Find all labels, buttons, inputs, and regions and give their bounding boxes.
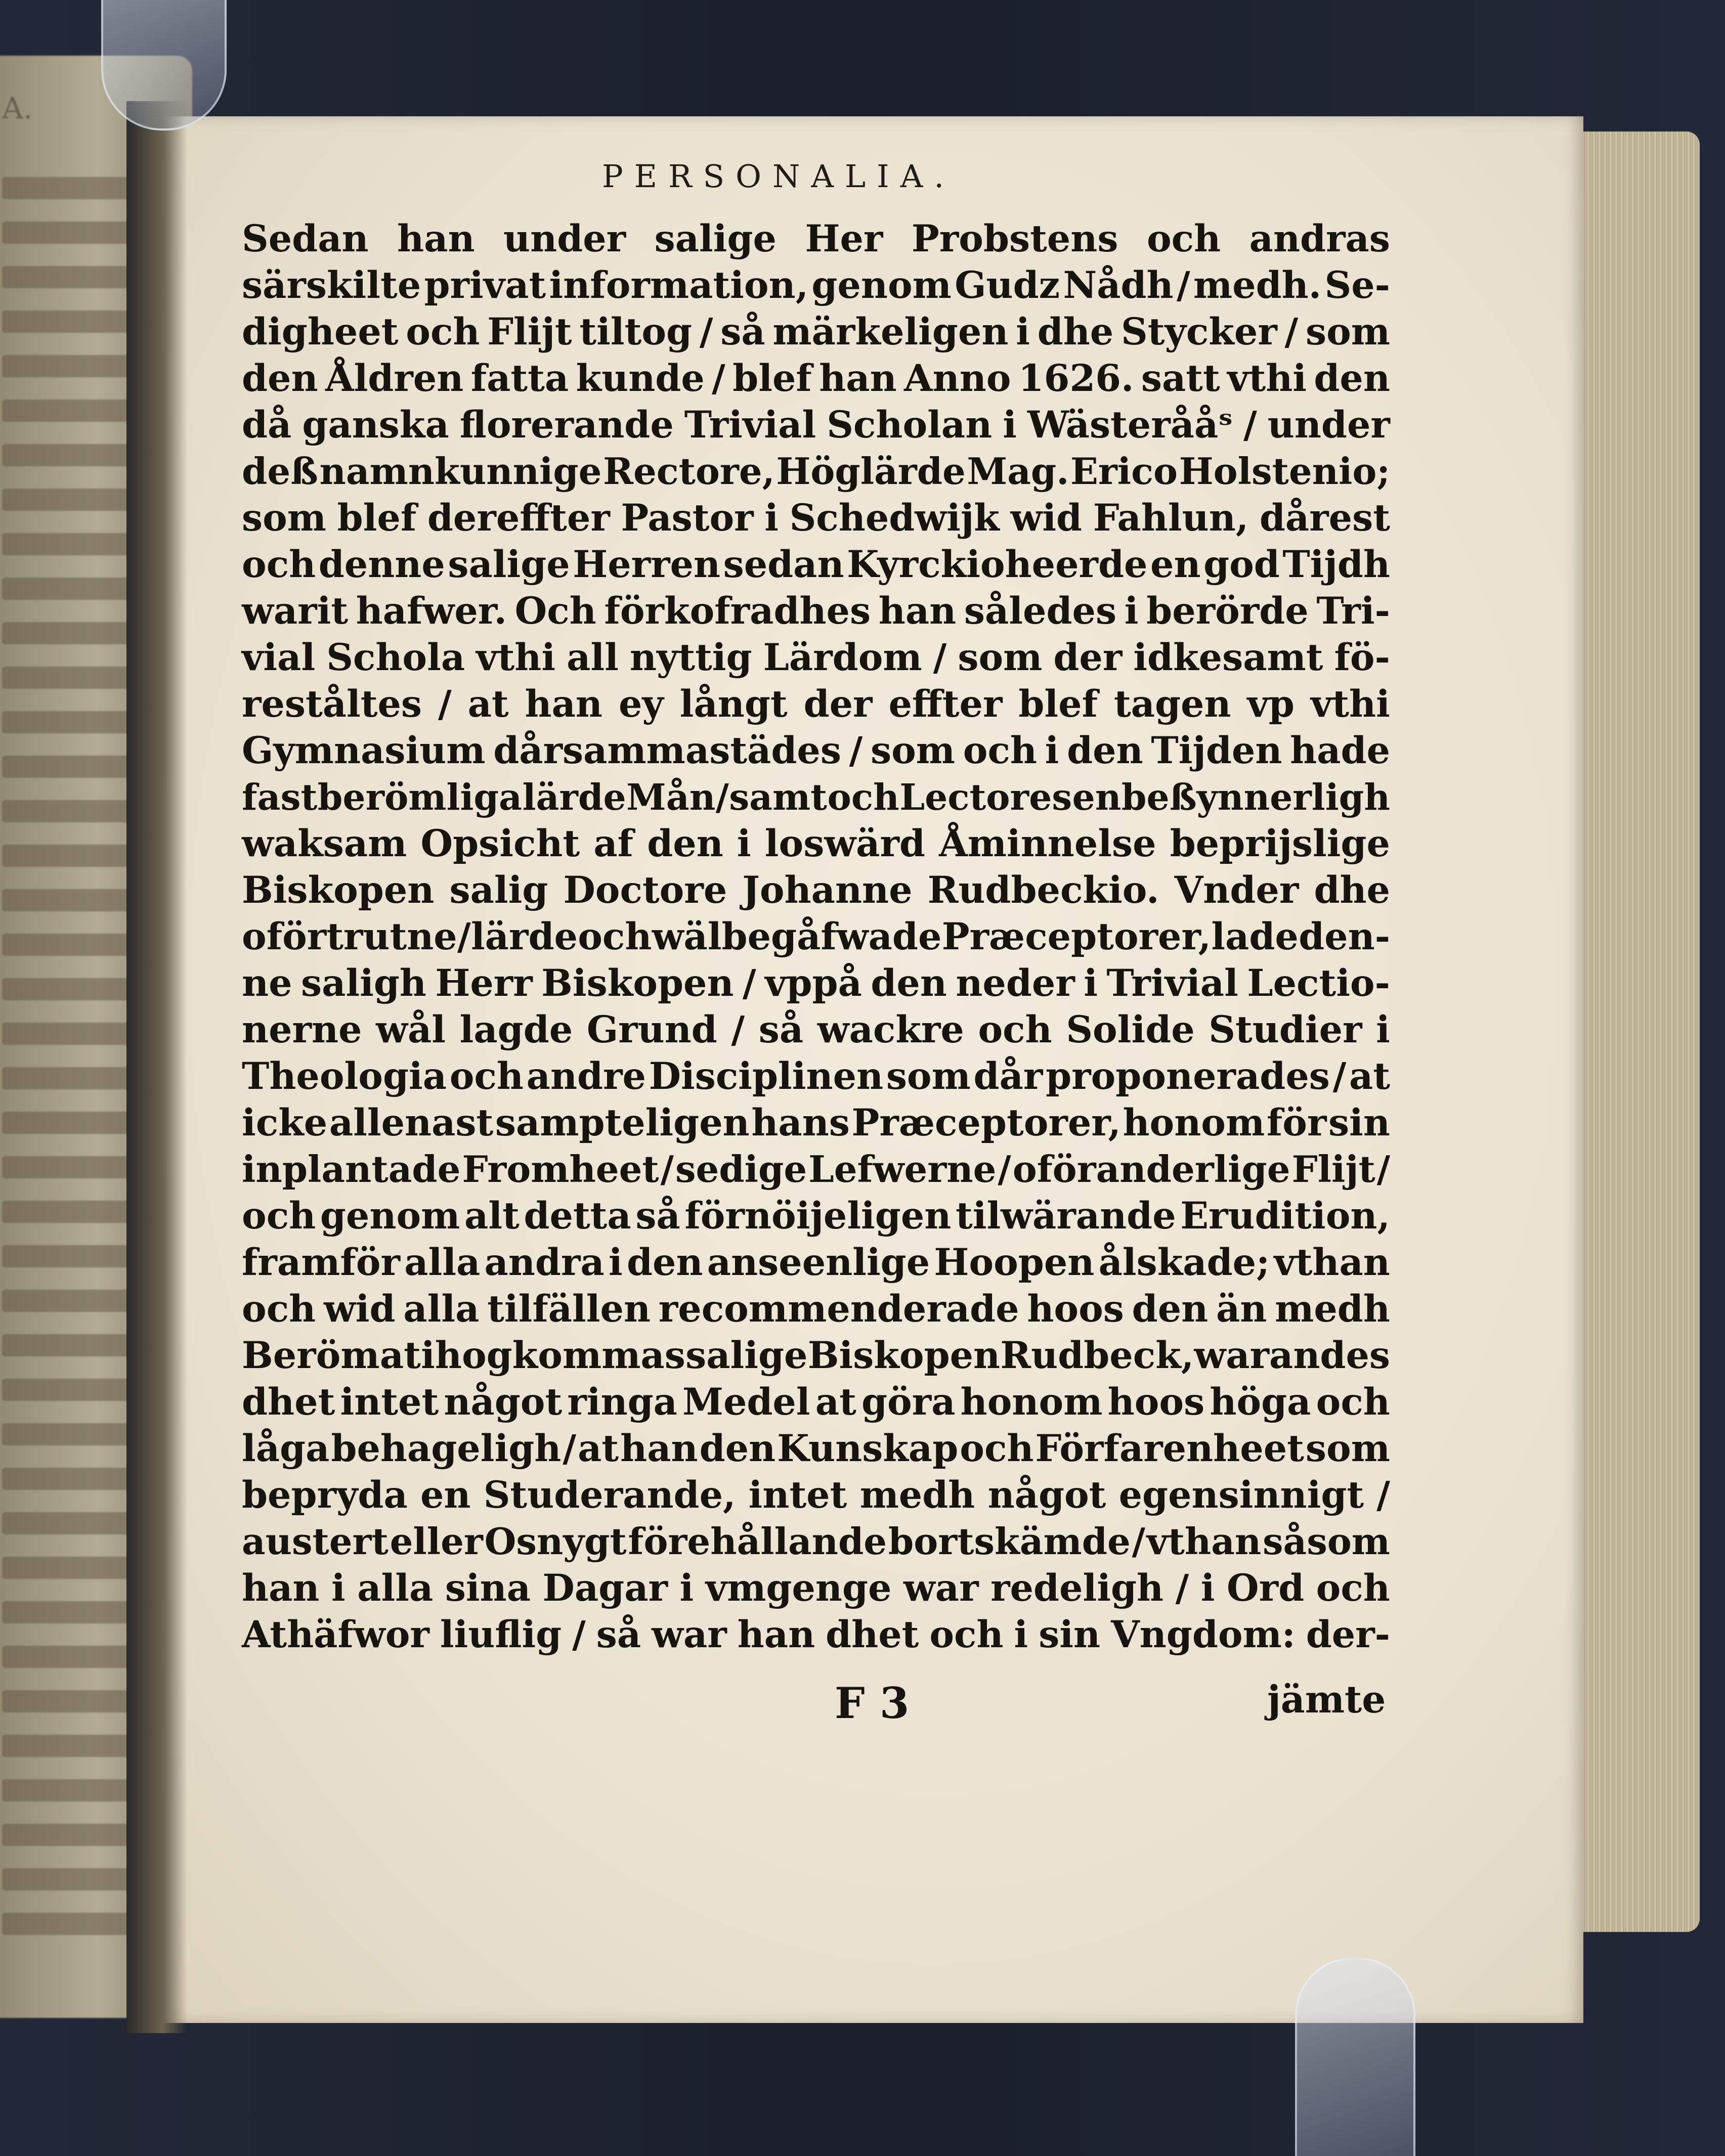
- text-line: oförtrutne / lärde och wälbegåfwade Præceptorer, lade den-: [242, 915, 1390, 958]
- text-line: digheet och Flijt tiltog / så märkeligen i dhe Stycker / som: [242, 310, 1390, 354]
- text-line: inplantade Fromheet / sedige Lefwerne / oföranderlige Flijt /: [242, 1148, 1390, 1191]
- page-fore-edge: [1568, 131, 1700, 1932]
- text-line: då ganska florerande Trivial Scholan i Wästerååˢ / under: [242, 403, 1390, 447]
- text-line: fast berömliga lärde Mån / samt och Lectores en beßynnerligh: [242, 776, 1390, 818]
- text-line: Beröm at ihogkommas salige Biskopen Rudbeck, warandes: [242, 1334, 1390, 1377]
- text-line: waksam Opsicht af den i loswärd Åminnelse beprijslige: [242, 822, 1390, 865]
- text-line: han i alla sina Dagar i vmgenge war redeligh / i Ord och: [242, 1566, 1390, 1610]
- text-line: särskilte privat information, genom Gudz Nådh / medh. Se-: [242, 263, 1390, 307]
- text-line: warit hafwer. Och förkofradhes han således i berörde Tri-: [242, 589, 1390, 633]
- text-line: icke allenast sampteligen hans Præceptorer, honom för sin: [242, 1101, 1390, 1145]
- text-line: vial Schola vthi all nyttig Lärdom / som der idkesamt fö-: [242, 636, 1390, 679]
- text-line: deß namnkunnige Rectore, Höglärde Mag. Erico Holstenio;: [242, 450, 1390, 493]
- page-clip-top: [101, 0, 227, 130]
- left-page-fragment: A.: [2, 91, 33, 125]
- text-line: reståltes / at han ey långt der effter blef tagen vp vthi: [242, 682, 1390, 726]
- text-line: och genom alt detta så förnöijeligen tilwärande Erudition,: [242, 1194, 1390, 1238]
- text-line: som blef dereffter Pastor i Schedwijk wid Fahlun, dårest: [242, 496, 1390, 540]
- text-line: Gymnasium dårsammastädes / som och i den Tijden hade: [242, 729, 1390, 772]
- text-line: nerne wål lagde Grund / så wackre och Solide Studier i: [242, 1008, 1390, 1051]
- signature-mark: F 3: [835, 1678, 910, 1728]
- text-line: låga behageligh / at han den Kunskap och Förfarenheet som: [242, 1427, 1390, 1470]
- text-line: ne saligh Herr Biskopen / vppå den neder i Trivial Lectio-: [242, 961, 1390, 1005]
- text-line: den Åldren fatta kunde / blef han Anno 1626. satt vthi den: [242, 357, 1390, 400]
- text-line: dhet intet något ringa Medel at göra honom hoos höga och: [242, 1380, 1390, 1424]
- running-head: PERSONALIA.: [602, 158, 956, 195]
- page-clip-bottom: [1295, 1957, 1415, 2156]
- text-line: Sedan han under salige Her Probstens och andras: [242, 217, 1390, 260]
- text-line: Biskopen salig Doctore Johanne Rudbeckio. Vnder dhe: [242, 868, 1390, 912]
- text-line: austert eller Osnygt förehållande bortskämde / vthan såsom: [242, 1520, 1390, 1563]
- text-line: och denne salige Herren sedan Kyrckioheerde en god Tijdh: [242, 543, 1390, 586]
- book-gutter: [126, 101, 187, 2033]
- text-line: Athäfwor liuflig / så war han dhet och i sin Vngdom: der-: [242, 1613, 1390, 1656]
- text-line: Theologia och andre Disciplinen som dår proponerades / at: [242, 1054, 1390, 1098]
- catchword: jämte: [1267, 1678, 1386, 1722]
- text-line: framför alla andra i den anseenlige Hoopen ålskade; vthan: [242, 1241, 1390, 1284]
- text-line: beprydа en Studerande, intet medh något egensinnigt /: [242, 1473, 1390, 1517]
- text-line: och wid alla tilfällen recommenderade hoos den än medh: [242, 1287, 1390, 1331]
